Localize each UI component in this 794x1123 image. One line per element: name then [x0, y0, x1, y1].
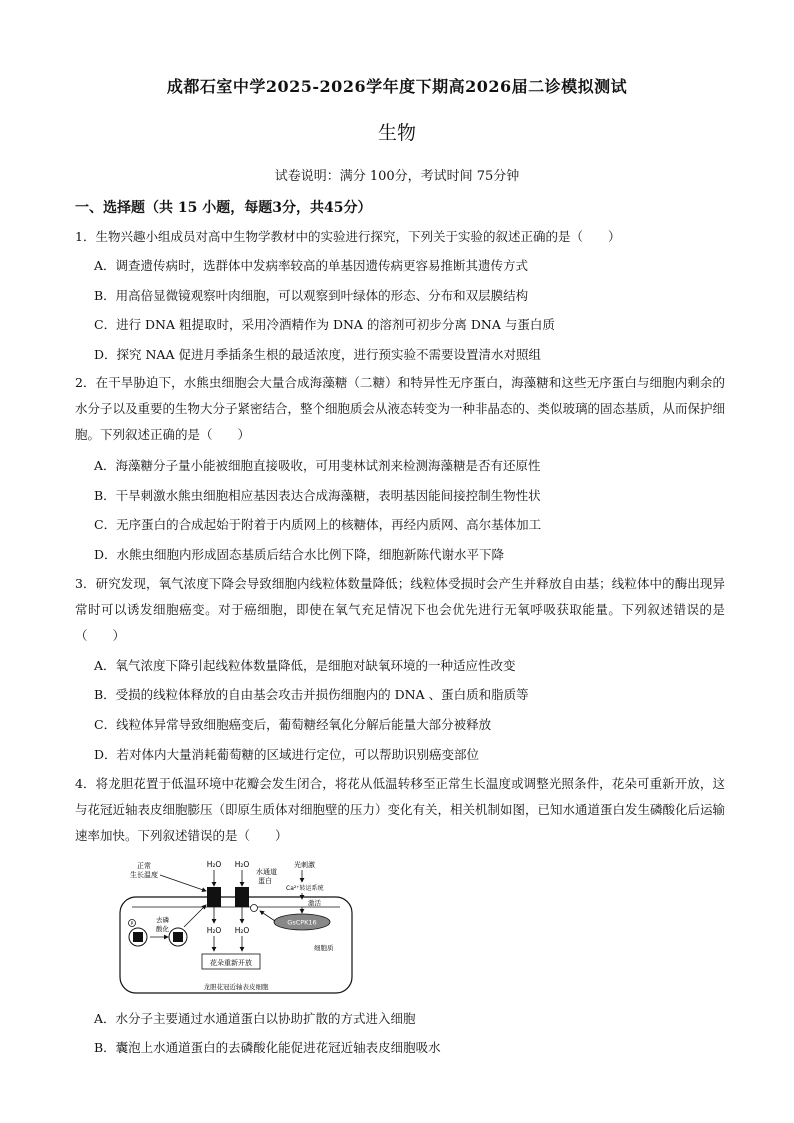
vesicle-fusion-arrow [184, 905, 206, 927]
aquaporin-label-2: 蛋白 [258, 877, 272, 885]
question-3-stem: 3．研究发现，氧气浓度下降会导致细胞内线粒体数量降低；线粒体受损时会产生并释放自由基；线粒体中的酶出现异常时可以诱发细胞癌变。对于癌细胞，即使在氧气充足情况下也会优先进行无氧呼吸获取能量。下列叙述错误的是（ ） [75, 576, 725, 643]
mechanism-figure [118, 855, 358, 995]
exam-note: 试卷说明：满分 100分，考试时间 75分钟 [274, 169, 520, 184]
question-1-stem: 1．生物兴趣小组成员对高中生物学教材中的实验进行探究，下列关于实验的叙述正确的是（ ） [75, 229, 621, 244]
question-3-option-a: A．氧气浓度下降引起线粒体数量降低，是细胞对缺氧环境的一种适应性改变 [94, 658, 516, 673]
phosphate-p: P [130, 922, 134, 927]
question-1-option-a: A．调查遗传病时，选群体中发病率较高的单基因遗传病更容易推断其遗传方式 [94, 258, 529, 273]
question-2-option-d: D．水熊虫细胞内形成固态基质后结合水比例下降，细胞新陈代谢水平下降 [94, 547, 505, 562]
kinase-arrow [260, 911, 275, 921]
question-2-option-a: A．海藻糖分子量小能被细胞直接吸收，可用斐林试剂来检测海藻糖是否有还原性 [94, 458, 541, 473]
question-1-option-b: B．用高倍显微镜观察叶肉细胞，可以观察到叶绿体的形态、分布和双层膜结构 [94, 288, 529, 303]
question-4-option-b: B．囊泡上水通道蛋白的去磷酸化能促进花冠近轴表皮细胞吸水 [94, 1040, 441, 1055]
vesicle-1-aquaporin [133, 932, 143, 942]
reopen-label: 花朵重新开放 [210, 959, 252, 967]
question-2-stem: 2．在干旱胁迫下，水熊虫细胞会大量合成海藻糖（二糖）和特异性无序蛋白，海藻糖和这些无序蛋白与细胞内剩余的水分子以及重要的生物大分子紧密结合，整个细胞质会从液态转变为一种非晶态的、类似玻璃的固态基质，从而保护细胞。下列叙述正确的是（ ） [75, 375, 726, 442]
question-2-option-c: C．无序蛋白的合成起始于附着于内质网上的核糖体，再经内质网、高尔基体加工 [94, 517, 542, 532]
normal-temp-label-1: 正常 [137, 862, 151, 870]
light-label: 光刺激 [294, 861, 315, 869]
dephos-label-2: 酸化 [156, 925, 169, 933]
h2o-bottom-1: H₂O [206, 926, 222, 935]
question-3-option-c: C．线粒体异常导致细胞癌变后，葡萄糖经氧化分解后能量大部分被释放 [94, 717, 492, 732]
ca-system-label: Ca²⁺转运系统 [286, 885, 324, 892]
cytoplasm-label: 细胞质 [314, 944, 334, 952]
question-1-option-d: D．探究 NAA 促进月季插条生根的最适浓度，进行预实验不需要设置清水对照组 [94, 347, 541, 362]
figure-caption: 龙胆花冠近轴表皮细胞 [203, 983, 269, 991]
section-heading: 一、选择题（共 15 小题，每题3分，共45分） [75, 200, 372, 216]
aquaporin-label-1: 水通道 [256, 868, 277, 876]
h2o-top-1: H₂O [206, 860, 222, 869]
question-3-option-b: B．受损的线粒体释放的自由基会攻击并损伤细胞内的 DNA 、蛋白质和脂质等 [94, 687, 529, 702]
aquaporin-channel-1 [207, 887, 221, 907]
normal-temp-label-2: 生长温度 [130, 871, 158, 879]
question-1-option-c: C．进行 DNA 粗提取时，采用冷酒精作为 DNA 的溶剂可初步分离 DNA 与蛋白质 [94, 317, 555, 332]
question-4-stem: 4．将龙胆花置于低温环境中花瓣会发生闭合，将花从低温转移至正常生长温度或调整光照条件，花朵可重新开放，这与花冠近轴表皮细胞膨压（即原生质体对细胞壁的压力）变化有关，相关机制如图，已知水通道蛋白发生磷酸化后运输速率加快。下列叙述错误的是（ ） [75, 776, 726, 843]
exam-title: 成都石室中学2025-2026学年度下期高2026届二诊模拟测试 [166, 77, 628, 96]
vesicle-2-aquaporin [173, 932, 183, 942]
question-4-option-a: A．水分子主要通过水通道蛋白以协助扩散的方式进入细胞 [94, 1011, 416, 1026]
temp-arrow [160, 875, 206, 891]
activate-label: 激活 [308, 899, 321, 907]
h2o-bottom-2: H₂O [234, 926, 250, 935]
aquaporin-channel-2 [235, 887, 249, 907]
phosphate-marker-channel [251, 905, 258, 912]
question-3-option-d: D．若对体内大量消耗葡萄糖的区域进行定位，可以帮助识别癌变部位 [94, 747, 480, 762]
gscpk16-label: GsCPK16 [287, 918, 317, 927]
dephos-label-1: 去磷 [156, 916, 169, 924]
h2o-top-2: H₂O [234, 860, 250, 869]
subject-title: 生物 [377, 122, 416, 144]
question-2-option-b: B．干旱刺激水熊虫细胞相应基因表达合成海藻糖，表明基因能间接控制生物性状 [94, 488, 541, 503]
